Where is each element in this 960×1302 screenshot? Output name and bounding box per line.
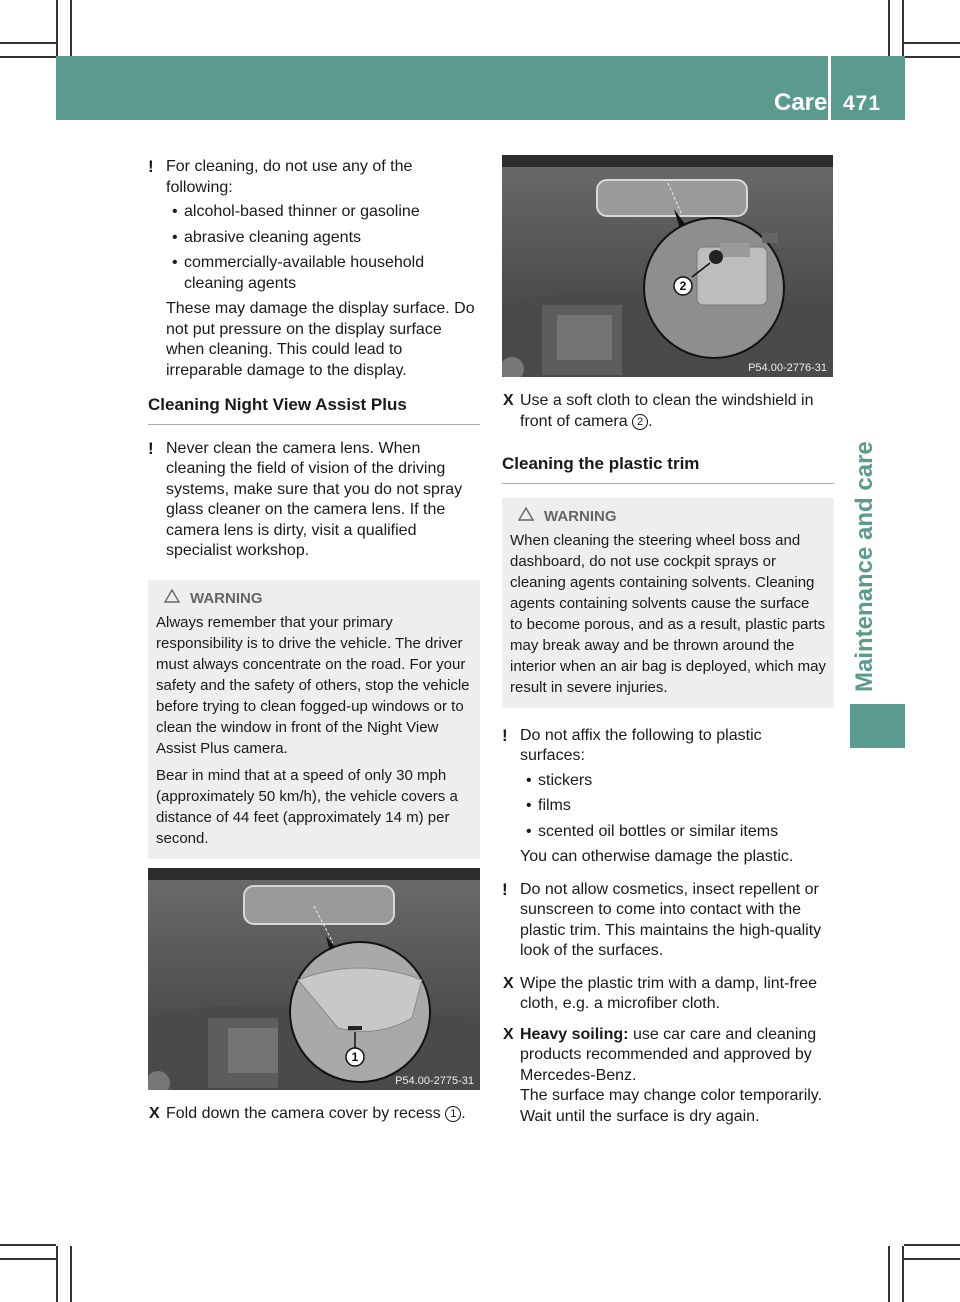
step-heavy-soiling: [502, 1025, 834, 1128]
warning-header: [164, 588, 472, 609]
step-extra-text: The surface may change color temporarily. Wait until the surface is dry again.: [520, 1087, 823, 1125]
right-column: [502, 391, 834, 1133]
warning-title: WARNING: [190, 589, 263, 607]
warning-text: Bear in mind that at a speed of only 30 mph (approximately 50 km/h), the vehicle covers a distance of 44 feet (approximately 14 m) per second.: [156, 766, 458, 847]
crop-mark: [888, 0, 890, 56]
crop-mark: [888, 1246, 890, 1302]
bullet-list: [520, 771, 834, 843]
callout-reference: 1: [445, 1106, 461, 1122]
heading-plastic-trim: Cleaning the plastic trim: [502, 454, 834, 484]
note-icon: !: [148, 438, 154, 458]
note-text: Do not allow cosmetics, insect repellent or sunscreen to come into contact with the plastic trim. This maintains the high-quality look of the surfaces.: [520, 880, 822, 959]
crop-mark: [70, 0, 72, 56]
warning-title: WARNING: [544, 507, 617, 525]
figure-illustration: [502, 155, 833, 377]
figure-code: P54.00-2775-31: [395, 1075, 474, 1087]
windshield-camera-figure: [502, 155, 833, 377]
list-item: • stickers: [526, 771, 834, 792]
figure-code: P54.00-2776-31: [748, 362, 827, 374]
header-divider: [828, 56, 831, 120]
step-text: Use a soft cloth to clean the windshield in front of camera: [520, 392, 814, 430]
list-item: • commercially-available household cleaning agents: [172, 253, 480, 294]
note-camera-lens: [148, 439, 480, 562]
figure-illustration: [148, 868, 480, 1090]
left-step: [148, 1104, 480, 1131]
side-tab-label: Maintenance and care: [851, 441, 878, 692]
crop-mark: [904, 1258, 960, 1260]
warning-triangle-icon: [164, 588, 180, 609]
note-icon: !: [502, 879, 508, 899]
section-title: Care: [774, 89, 828, 116]
note-outro: You can otherwise damage the plastic.: [520, 848, 794, 865]
crop-mark: [902, 1246, 904, 1302]
crop-mark: [902, 0, 904, 56]
step-text: Wipe the plastic trim with a damp, lint-free cloth, e.g. a microfiber cloth.: [520, 974, 817, 1012]
crop-mark: [0, 56, 56, 58]
crop-mark: [70, 1246, 72, 1302]
list-item: • alcohol-based thinner or gasoline: [172, 202, 480, 223]
left-column: [148, 157, 480, 871]
camera-cover-figure: [148, 868, 480, 1090]
crop-mark: [0, 1244, 56, 1246]
note-intro: For cleaning, do not use any of the following:: [166, 158, 413, 196]
warning-box: [148, 580, 480, 859]
warning-header: [518, 506, 826, 527]
crop-mark: [56, 1246, 58, 1302]
crop-mark: [0, 42, 56, 44]
step-clean-windshield: X Use a soft cloth to clean the windshield in front of camera 2 .: [503, 392, 814, 430]
list-item: • scented oil bottles or similar items: [526, 822, 834, 843]
step-fold-cover: X Fold down the camera cover by recess 1 .: [148, 1104, 480, 1125]
step-marker-icon: X: [503, 1025, 514, 1043]
crop-mark: [904, 42, 960, 44]
step-text: use car care and cleaning products recommended and approved by Mercedes-Benz.: [520, 1025, 817, 1084]
callout-reference: 2: [632, 414, 648, 430]
warning-triangle-icon: [518, 506, 534, 527]
step-marker-icon: X: [503, 974, 514, 992]
step-wipe-trim: [502, 974, 834, 1015]
step-marker-icon: X: [503, 392, 514, 409]
crop-mark: [0, 1258, 56, 1260]
note-cosmetics: [502, 880, 834, 962]
side-tab-block: [850, 704, 905, 748]
list-item: • abrasive cleaning agents: [172, 228, 480, 249]
crop-mark: [56, 0, 58, 56]
warning-text: When cleaning the steering wheel boss and dashboard, do not use cockpit sprays or cleaning agents containing solvents. Cleaning agents containing solvents cause the surface to become porous, and as a result, plastic parts may break away and be thrown around the interior when an air bag is deployed, which may result in severe injuries.: [510, 531, 827, 696]
note-affix-plastic: [502, 726, 834, 868]
heading-night-view: Cleaning Night View Assist Plus: [148, 395, 480, 425]
note-icon: !: [148, 157, 154, 176]
callout-number: 2: [679, 279, 687, 293]
bullet-list: [166, 202, 480, 294]
crop-mark: [904, 1244, 960, 1246]
note-display-cleaning: [148, 157, 480, 381]
note-icon: !: [502, 725, 508, 745]
note-text: Never clean the camera lens. When cleaning the field of vision of the driving systems, make sure that you do not spray glass cleaner on the camera lens. If the camera lens is dirty, visit a qualified specialist workshop.: [166, 439, 463, 559]
note-outro: These may damage the display surface. Do not put pressure on the display surface when cleaning. This could lead to irreparable damage to the display.: [166, 300, 475, 379]
step-bold-label: Heavy soiling:: [520, 1025, 629, 1043]
list-item: • films: [526, 796, 834, 817]
warning-box: [502, 498, 834, 708]
note-intro: Do not affix the following to plastic surfaces:: [520, 726, 762, 764]
warning-text: Always remember that your primary responsibility is to drive the vehicle. The driver must always concentrate on the road. For your safety and the safety of others, stop the vehicle before trying to clean fogged-up windows or to clean the window in front of the Night View Assist Plus camera.: [156, 613, 470, 757]
page-number: 471: [843, 92, 882, 115]
step-text: Fold down the camera cover by recess: [166, 1105, 441, 1122]
step-marker-icon: X: [149, 1105, 160, 1122]
crop-mark: [904, 56, 960, 58]
callout-number: 1: [351, 1050, 359, 1064]
